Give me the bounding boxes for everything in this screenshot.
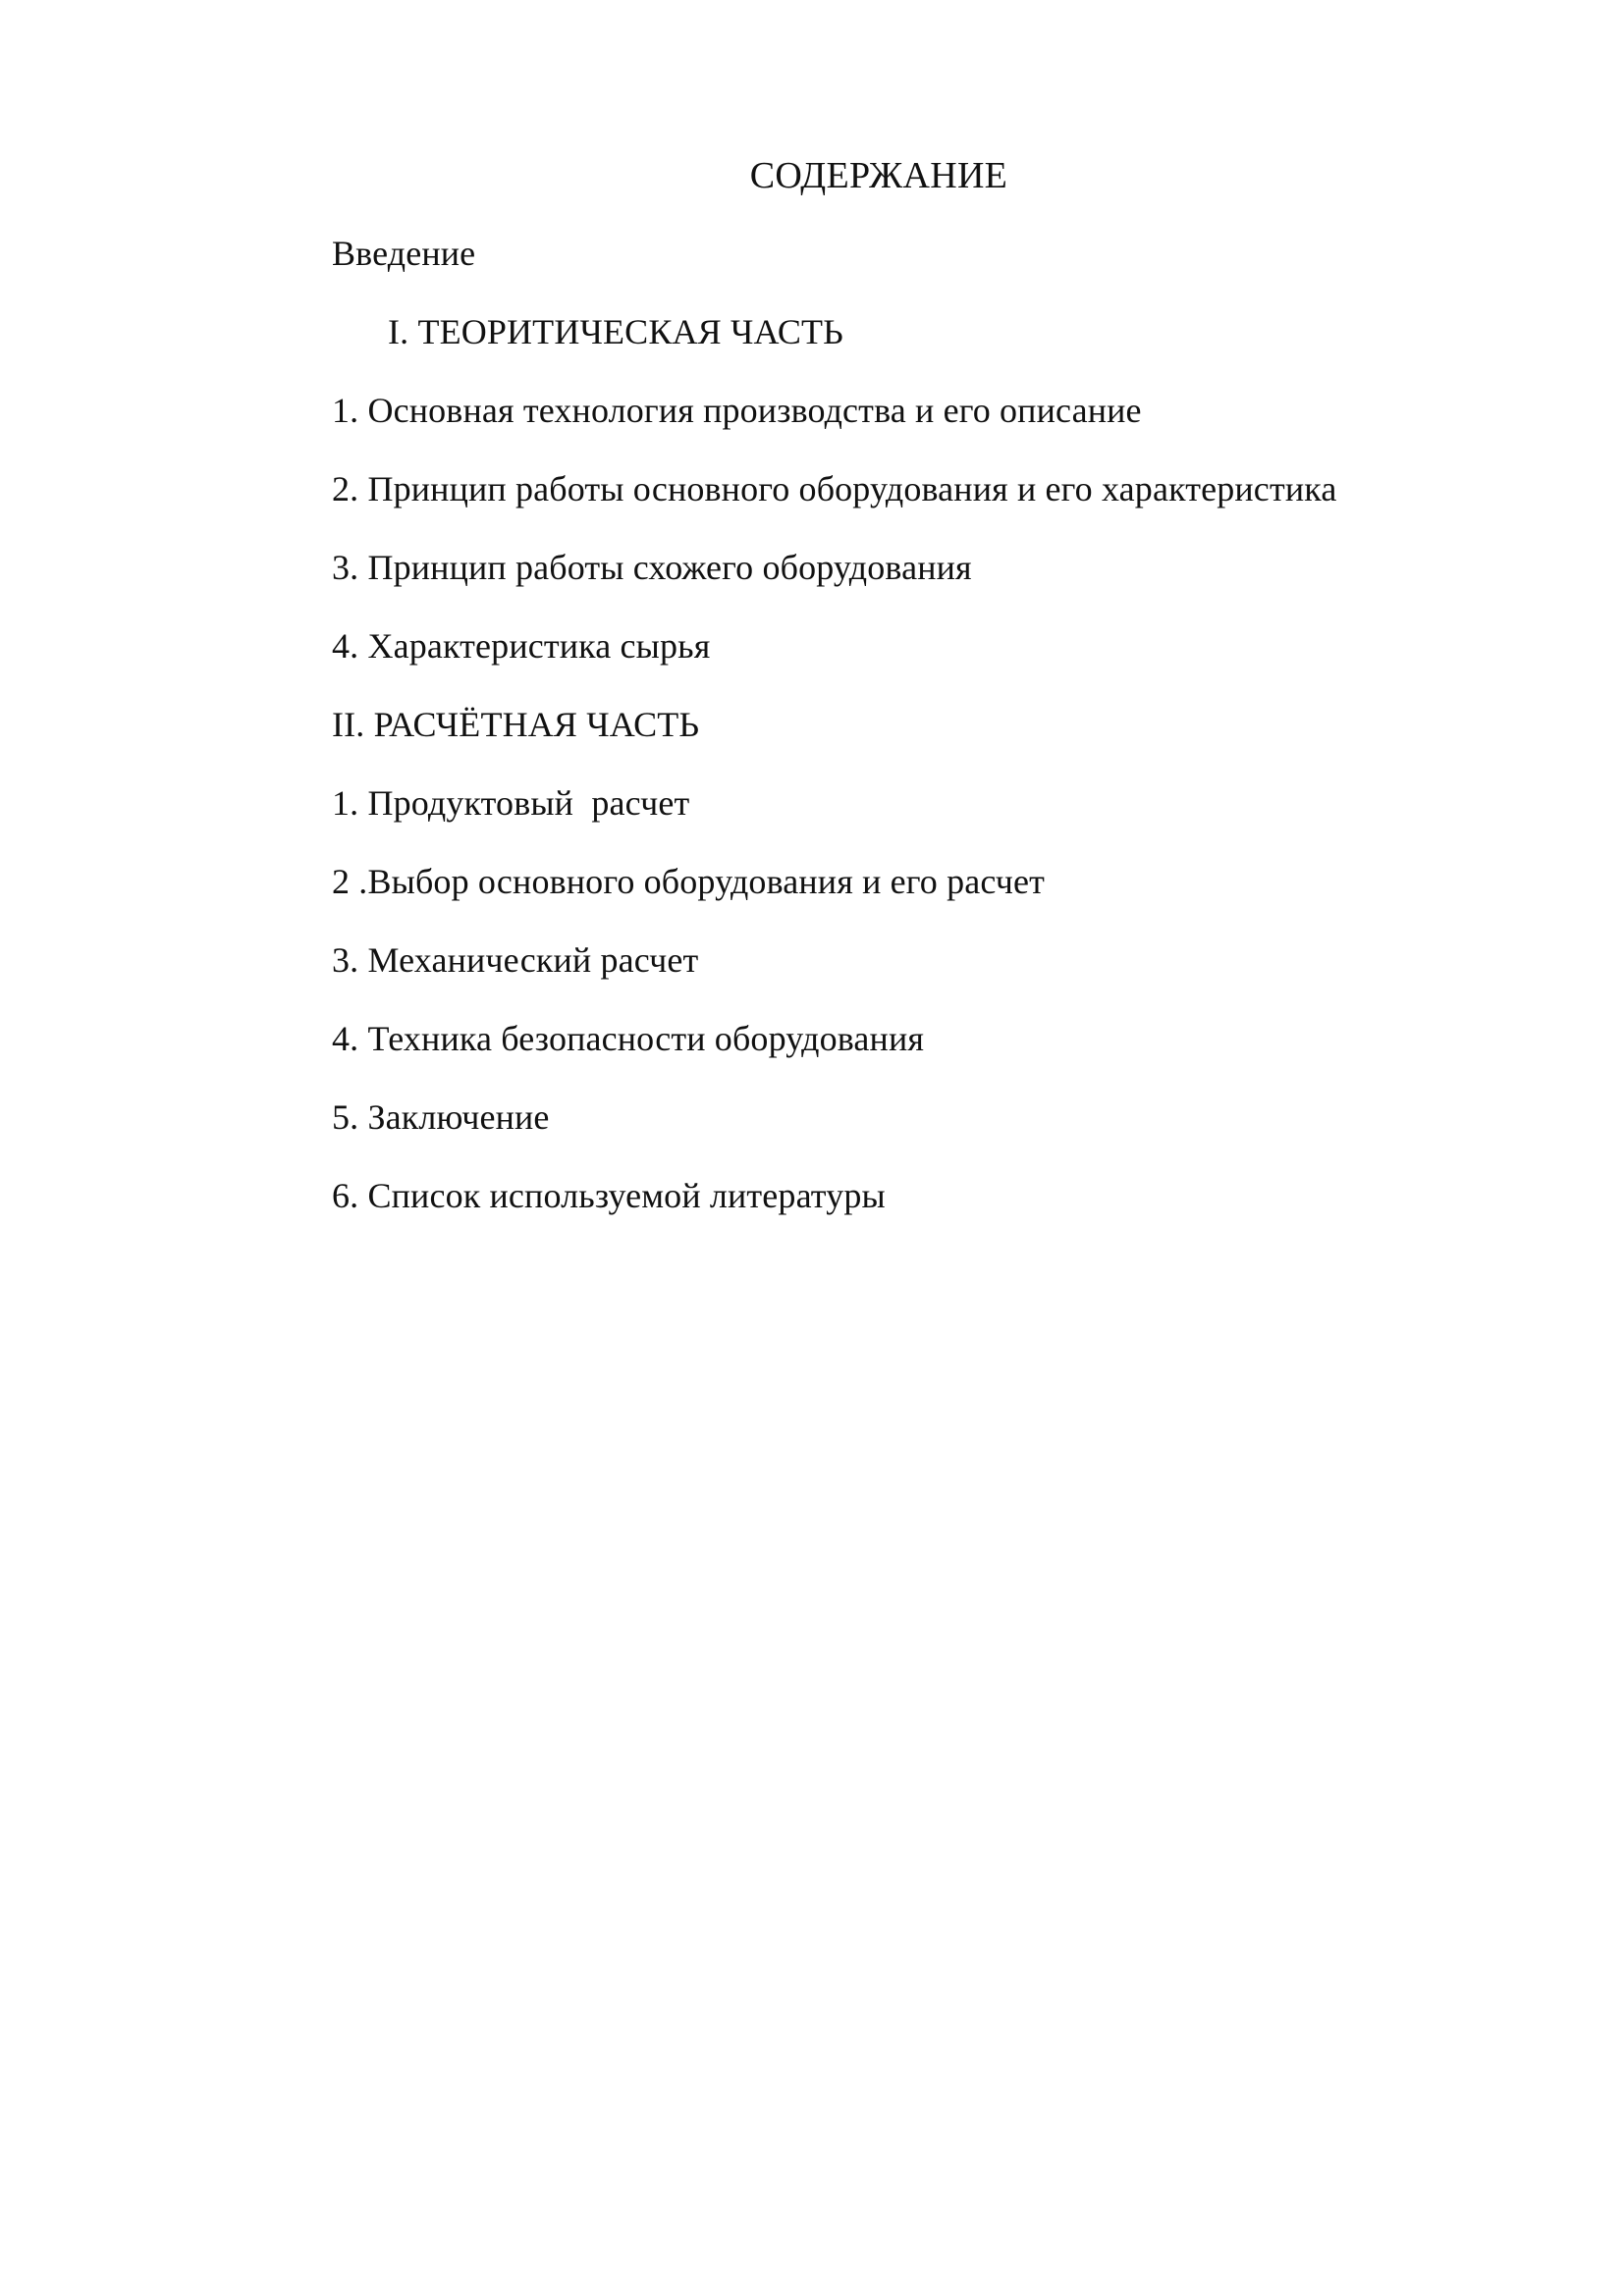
toc-section-calculation: II. РАСЧЁТНАЯ ЧАСТЬ xyxy=(332,705,700,744)
toc-heading: СОДЕРЖАНИЕ xyxy=(749,155,1008,196)
toc-entry: 3. Принцип работы схожего оборудования xyxy=(332,548,972,587)
toc-entry-introduction: Введение xyxy=(332,234,476,273)
toc-entry: 1. Основная технология производства и его описание xyxy=(332,391,1142,430)
toc-entry: 2 .Выбор основного оборудования и его расчет xyxy=(332,862,1046,901)
toc-entry: 3. Механический расчет xyxy=(332,940,699,980)
toc-entry: 2. Принцип работы основного оборудования и его характеристика xyxy=(332,469,1337,508)
toc-section-theoretical: I. ТЕОРИТИЧЕСКАЯ ЧАСТЬ xyxy=(388,312,843,351)
toc-entry: 5. Заключение xyxy=(332,1097,550,1137)
toc-entry: 1. Продуктовый расчет xyxy=(332,783,690,823)
toc-entry: 6. Список используемой литературы xyxy=(332,1176,886,1215)
toc-entry: 4. Характеристика сырья xyxy=(332,626,711,666)
toc-entry: 4. Техника безопасности оборудования xyxy=(332,1019,925,1058)
toc-list xyxy=(332,229,1336,1250)
